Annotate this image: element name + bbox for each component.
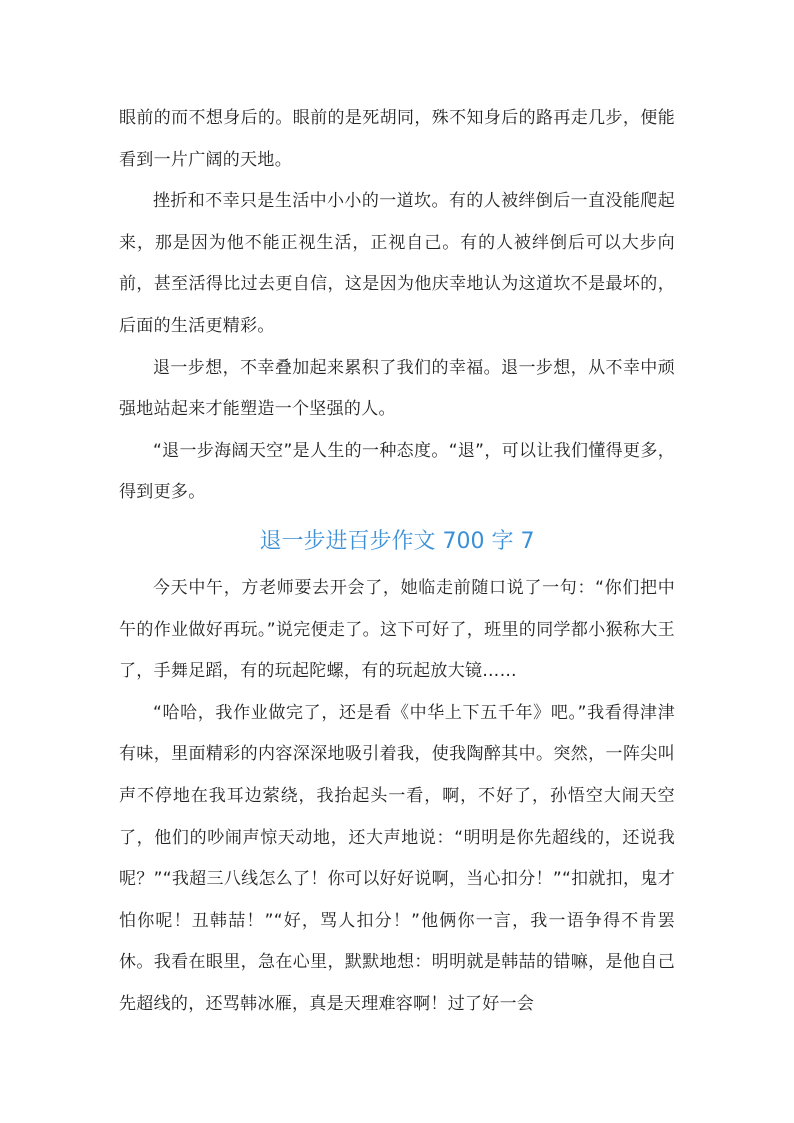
paragraph-2: 挫折和不幸只是生活中小小的一道坎。有的人被绊倒后一直没能爬起来，那是因为他不能正视生活，正视自己。有的人被绊倒后可以大步向前，甚至活得比过去更自信，这是因为他庆幸地认为这道坎不是最坏的，后面的生活更精彩。	[119, 191, 675, 336]
paragraph-6: “哈哈，我作业做完了，还是看《中华上下五千年》吧。”我看得津津有味，里面精彩的内容深深地吸引着我，使我陶醉其中。突然，一阵尖叫声不停地在我耳边萦绕，我抬起头一看，啊，不好了，孙悟空大闹天空了，他们的吵闹声惊天动地，还大声地说：“明明是你先超线的，还说我呢？”“我超三八线怎么了！你可以好好说啊，当心扣分！”“扣就扣，鬼才怕你呢！丑韩喆！”“好，骂人扣分！”他俩你一言，我一语争得不肯罢休。我看在眼里，急在心里，默默地想：明明就是韩喆的错嘛，是他自己先超线的，还骂韩冰雁，真是天理难容啊！过了好一会	[119, 702, 675, 1014]
document-body	[119, 98, 675, 1025]
paragraph-5: 今天中午，方老师要去开会了，她临走前随口说了一句：“你们把中午的作业做好再玩。”说完便走了。这下可好了，班里的同学都小猴称大王了，手舞足蹈，有的玩起陀螺，有的玩起放大镜……	[119, 577, 675, 682]
paragraph-3: 退一步想，不幸叠加起来累积了我们的幸福。退一步想，从不幸中顽强地站起来才能塑造一个坚强的人。	[119, 357, 675, 420]
section-title: 退一步进百步作文 700 字 7	[259, 528, 535, 554]
paragraph-4: “退一步海阔天空”是人生的一种态度。“退”，可以让我们懂得更多，得到更多。	[119, 440, 675, 503]
paragraph-1: 眼前的而不想身后的。眼前的是死胡同，殊不知身后的路再走几步，便能看到一片广阔的天地。	[119, 108, 675, 170]
